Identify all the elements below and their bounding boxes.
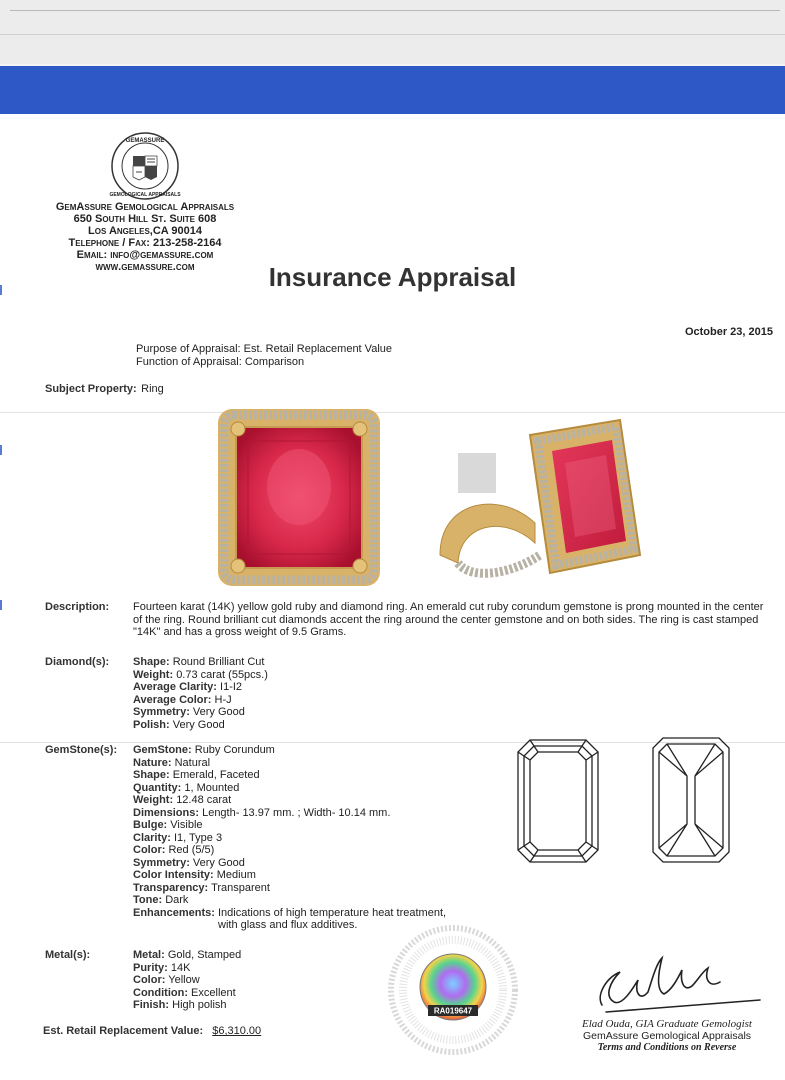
spec-label: Finish: [133, 999, 170, 1011]
gemstones-spec-row [133, 894, 188, 907]
metal-spec-row [133, 987, 236, 1000]
appraisal-date: October 23, 2015 [684, 326, 773, 338]
spec-label: Metal: [133, 949, 165, 961]
spec-value: Transparent [211, 881, 270, 894]
spec-value: 12.48 carat [176, 794, 232, 806]
spec-label: GemStone: [133, 744, 192, 756]
spec-value: 0.73 carat (55pcs.) [176, 668, 268, 681]
gemstones-spec-row [133, 769, 260, 782]
gemstones-label: GemStone(s): [45, 744, 118, 756]
spec-label: Symmetry: [133, 706, 190, 718]
ring-photo-side [430, 405, 655, 595]
spec-label: Weight: [133, 668, 174, 681]
hologram-code: RA019647 [433, 1006, 473, 1016]
gemstones-spec-row [133, 807, 390, 820]
spec-value: 1, Mounted [184, 781, 240, 794]
subject-property-value: Ring [141, 383, 164, 395]
diamonds-spec-row [133, 694, 232, 707]
spec-value: I1-I2 [220, 681, 243, 693]
edge-mark [0, 600, 2, 610]
gemassure-seal-logo [105, 130, 185, 202]
emerald-cut-top-view-diagram [516, 738, 600, 864]
company-website: www.gemassure.com [95, 261, 195, 273]
spec-value: Medium [216, 869, 256, 881]
spec-value: Red (5/5) [168, 844, 215, 856]
description-label: Description: [45, 601, 110, 613]
company-phone: Telephone / Fax: 213-258-2164 [68, 237, 222, 249]
diamonds-label: Diamond(s): [45, 656, 110, 668]
description-text: Fourteen karat (14K) yellow gold ruby and diamond ring. An emerald cut ruby corundum gemstone is prong mounted in the center of the ring. Round brilliant cut diamonds accent the ring around the center gemstone and on both sides. The ring is cast stamped "14K" and has a gross weight of 9.5 Grams. [133, 601, 764, 638]
metal-spec-row [133, 949, 241, 962]
svg-text:GEMASSURE: GEMASSURE [125, 138, 165, 144]
diamonds-spec-row [133, 706, 245, 719]
gemstones-spec-row [133, 819, 203, 832]
spec-label: Color: [133, 974, 166, 986]
appraiser-name: Elad Ouda, GIA Graduate Gemologist [582, 1018, 752, 1030]
spec-value: 14K [170, 961, 191, 974]
terms-note: Terms and Conditions on Reverse [597, 1042, 737, 1053]
gemstones-spec-row [133, 857, 245, 870]
spec-value: Emerald, Faceted [172, 769, 260, 781]
retail-value-amount: $6,310.00 [212, 1025, 262, 1037]
spec-value: Very Good [192, 856, 245, 869]
spec-label: Clarity: [133, 831, 171, 844]
spec-value: Visible [170, 819, 203, 831]
spec-value: Yellow [168, 974, 200, 986]
retail-value-label: Est. Retail Replacement Value: [43, 1025, 204, 1037]
appraiser-signature [592, 950, 762, 1018]
fold-line [10, 10, 780, 11]
ring-photo-front [214, 405, 384, 590]
spec-label: Purity: [133, 961, 168, 974]
spec-label: Color Intensity: [133, 869, 214, 881]
gemstones-spec-row [133, 869, 256, 882]
edge-mark [0, 445, 2, 455]
spec-label: Dimensions: [133, 806, 200, 819]
gemstones-spec-row [133, 907, 446, 920]
diamonds-spec-row [133, 669, 268, 682]
company-address-2: Los Angeles,CA 90014 [88, 225, 202, 237]
spec-label: Condition: [133, 986, 188, 999]
spec-value: Excellent [191, 986, 236, 999]
fold-line [0, 34, 785, 35]
spec-value: Very Good [192, 706, 245, 718]
previous-page-strip [0, 0, 785, 64]
svg-text:GEMOLOGICAL APPRAISALS: GEMOLOGICAL APPRAISALS [109, 192, 181, 198]
company-email: Email: info@gemassure.com [76, 249, 214, 261]
subject-property-label: Subject Property: [45, 383, 137, 395]
emerald-cut-pavilion-diagram [651, 736, 731, 864]
spec-label: Average Clarity: [133, 681, 217, 693]
spec-label: Weight: [133, 794, 174, 806]
gemstones-spec-row [133, 844, 214, 857]
spec-label: Quantity: [133, 781, 182, 794]
spec-label: Shape: [133, 656, 170, 668]
spec-value: Round Brilliant Cut [172, 656, 265, 668]
signature-block [556, 1018, 778, 1054]
spec-value: Gold, Stamped [167, 949, 242, 961]
metal-spec-row [133, 999, 227, 1012]
gemstones-spec-row [133, 757, 210, 770]
gemstones-spec-row [133, 782, 239, 795]
blue-header-band [0, 66, 785, 114]
spec-label: Shape: [133, 769, 170, 781]
spec-label: Enhancements: [133, 906, 215, 919]
diamonds-spec-row [133, 719, 225, 732]
gemstones-spec-row [133, 882, 270, 895]
company-name: GemAssure Gemological Appraisals [55, 201, 235, 213]
spec-label: Tone: [133, 894, 163, 906]
spec-value: Very Good [172, 718, 225, 731]
spec-label: Average Color: [133, 693, 212, 706]
diamonds-spec-row [133, 656, 264, 669]
enhancements-continued: with glass and flux additives. [218, 919, 358, 931]
retail-replacement-value [43, 1025, 261, 1037]
purpose-of-appraisal: Purpose of Appraisal: Est. Retail Replacement Value [136, 343, 392, 355]
diamonds-spec-row [133, 681, 242, 694]
spec-label: Color: [133, 844, 166, 856]
spec-label: Nature: [133, 756, 172, 769]
subject-property [45, 379, 164, 397]
hologram-seal [383, 925, 523, 1055]
spec-value: High polish [172, 999, 227, 1011]
gemstones-spec-row [133, 832, 222, 845]
metal-label: Metal(s): [45, 949, 91, 961]
spec-label: Polish: [133, 718, 170, 731]
gemstones-spec-row [133, 744, 275, 757]
function-of-appraisal: Function of Appraisal: Comparison [136, 356, 305, 368]
spec-value: I1, Type 3 [173, 831, 223, 844]
spec-label: Symmetry: [133, 856, 190, 869]
fold-line [0, 412, 785, 413]
spec-value: Ruby Corundum [194, 744, 275, 756]
spec-label: Transparency: [133, 881, 209, 894]
metal-spec-row [133, 974, 200, 987]
spec-value: H-J [214, 693, 232, 706]
spec-value: Dark [165, 894, 189, 906]
gemstones-spec-row [133, 794, 231, 807]
spec-label: Bulge: [133, 819, 168, 831]
spec-value: Length- 13.97 mm. ; Width- 10.14 mm. [202, 806, 391, 819]
appraiser-company: GemAssure Gemological Appraisals [582, 1030, 752, 1042]
spec-value: Natural [174, 756, 211, 769]
spec-value: Indications of high temperature heat treatment, [217, 906, 447, 919]
company-address-1: 650 South Hill St. Suite 608 [73, 213, 217, 225]
document-title: Insurance Appraisal [268, 262, 517, 292]
metal-spec-row [133, 962, 190, 975]
